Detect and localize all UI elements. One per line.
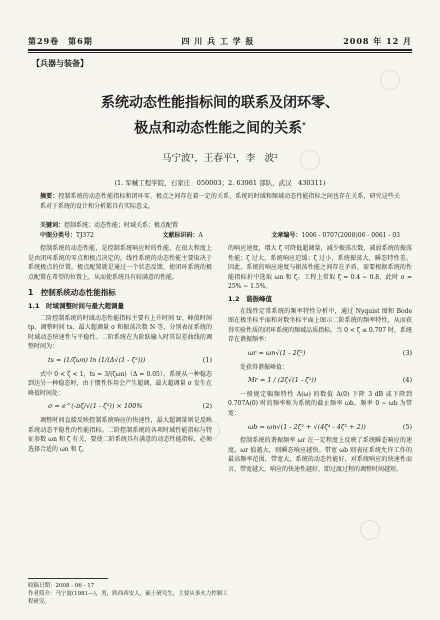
article-number [271, 230, 400, 239]
doc-code [162, 230, 202, 239]
watermark-stamp-icon [360, 520, 380, 540]
watermark-stamp-icon [380, 70, 400, 90]
paragraph: 在线性定常系统的频率特性分析中，通过 Nyquist 图和 Bode 图在极坐标平面和对数坐标平面上图示二阶系统的频率特性，从而获得实验性质的闭环系统的频域品质指标。当 0 < ζ ≤ 0.707 时，系统存在谐振频率： [228, 307, 412, 344]
equation-2-number: (2) [202, 402, 212, 411]
equation-1 [28, 356, 212, 366]
footnote-rule [28, 578, 108, 579]
equation-3 [228, 349, 412, 359]
equation-1-body: ts = (1/ζωn) ln (1/(Δ√(1 - ζ²))) [48, 355, 146, 364]
equation-1-number: (1) [202, 355, 212, 364]
title-line-2: 极点和动态性能之间的关系* [134, 120, 306, 137]
watermark-stamp-icon [300, 150, 320, 170]
authors: 马宁波¹，王春平¹，李 波² [162, 153, 278, 164]
abstract-text: 控制系统的动态性能指标和闭环零、极点之间存在着一定的关系，系统的时域和频域动态性能指标之间也存在关系，研究这些关系对于系统的设计和分析都具有实际意义。 [40, 193, 400, 210]
paper-title [40, 92, 400, 140]
article-label: 文章编号： [271, 232, 302, 239]
clc-number [40, 230, 94, 239]
journal-name: 四 川 兵 工 学 报 [181, 35, 255, 46]
clc-value: TJ372 [76, 232, 94, 239]
equation-4-body: Mr = 1 / (2ζ√(1 - ζ²)) [248, 376, 317, 385]
equation-3-body: ωr = ωn√(1 - 2ζ²) [248, 348, 306, 357]
keywords-label: 关键词： [40, 222, 65, 229]
paragraph: 一般规定幅频特性 A(ω) 的数值 A(0) 下降 3 dB 或下降到 0.707A(0) 时的频率称为系统的截止频率 ωb，频率 0 ~ ωb 为带宽： [228, 390, 412, 417]
doc-label: 文献标识码： [162, 232, 199, 239]
received-date: 收稿日期：2008 - 06 - 17 [28, 583, 95, 589]
watermark-stamp-icon [200, 420, 220, 440]
paragraph: 的响应速度，增大 ζ 可降低超调量，减少振荡次数，减弱系统的振荡性能；ζ 过大，系统响应迟缓；ζ 过小，系统振荡大，瞬态特性差。因此，系统的响应速度与振荡性能之间存在矛盾，需要根据系统的性能指标折中选取 ωn 和 ζ。工程上常取 ζ = 0.4 ~ 0.8，此时 σ = 25% ~ 1.5%。 [228, 245, 412, 291]
abstract [40, 192, 400, 211]
equation-5-number: (5) [402, 422, 412, 431]
author-bio: 作者简介：马宁波(1981—)，男，陕西西安人，硕士研究生，主要从事火力控制工程研究。 [28, 591, 228, 605]
equation-2 [28, 402, 212, 412]
classification-line [40, 230, 400, 239]
footnote [28, 582, 228, 606]
paragraph: 控制系统的谐振频率 ωr 在一定程度上反映了系统瞬态响应的速度，ωr 值越大，则瞬态响应越快。带宽 ωb 则表征系统允许工作的最高频率范围，带宽大，系统的动态性能好，对系统响应的快速性而言，带宽越大，响应的快速性越好，即过渡过程的调整时间越短。 [228, 437, 412, 473]
paragraph: 式中 0 < ζ < 1，ts ≈ 3/(ζωn)（Δ = 0.05）。系统从一种稳态到达另一种稳态时，由于惯性作用会产生超调，最大超调量 σ 发生在峰值时间处： [28, 370, 212, 397]
watermark-stamp-icon [60, 300, 80, 320]
section-tag: 【兵器与装备】 [32, 58, 88, 68]
paragraph: 处获得谐振峰值： [240, 363, 289, 371]
article-value: 1006 - 0707(2008)06 - 0061 - 03 [301, 232, 400, 239]
intro-paragraph: 控制系统的动态性能，是控制系统响应时的性能，在很大程度上是由闭环系统的零点和极点决定的，线性系统的动态性能主要取决于系统极点的位置。极点配置就是通过一个状态反馈，使闭环系统的极点配置在希望的位置上，从而使系统具有较满意的性能。 [28, 245, 212, 281]
paragraph: 二阶控制系统的时域动态性能指标主要有上升时间 tr、峰值时间 tp、调整时间 ts、最大超调量 σ 和振荡次数 N 等，分别表征系统的时域动态快速性与平稳性。二阶系统在为阶跃输入时其误差曲线的调整时间为： [28, 314, 212, 351]
paragraph: 调整时间直接反映控制系统响应的快速性，最大超调量则是反映系统动态平稳性的性能指标。二阶控制系统的各项时域性能指标与特征参数 ωn 和 ζ 有关，要使二阶系统具有满意的动态性能指标，必须选择合适的 ωn 和 ζ。 [28, 416, 212, 453]
keywords-text: 控制系统；动态性能；时域关系；极点配置 [64, 222, 179, 229]
equation-4-number: (4) [402, 376, 412, 385]
header-rule-thin [28, 52, 412, 53]
clc-label: 中图分类号： [40, 232, 77, 239]
left-column [28, 244, 212, 454]
doc-value: A [198, 232, 203, 239]
section-1-heading: 1 控制系统动态性能指标 [28, 288, 116, 298]
equation-2-body: σ = e^(-πζ/√(1 - ζ²)) × 100% [48, 402, 143, 411]
journal-header [28, 34, 412, 48]
equation-5 [228, 423, 412, 433]
subsection-1-2-heading: 1.2 谐振峰值 [228, 294, 273, 303]
right-column [228, 244, 412, 474]
volume-issue: 第29卷 第6期 [28, 35, 93, 46]
issue-date: 2008 年 12 月 [343, 35, 412, 46]
equation-4 [228, 376, 412, 386]
header-rule [28, 49, 412, 51]
subsection-1-1-heading: 1.1 时域调整时间与最大超调量 [28, 301, 125, 310]
keywords [40, 220, 400, 229]
title-line-2-text: 极点和动态性能之间的关系 [134, 120, 303, 137]
equation-5-body: ωb = ωn√(1 - 2ζ² + √(4ζ⁴ - 4ζ² + 2)) [248, 422, 366, 431]
affiliation: (1. 军械工程学院，石家庄 050003；2. 63981 部队，武汉 430311) [114, 179, 326, 187]
abstract-label: 摘要： [40, 193, 59, 200]
equation-3-number: (3) [402, 348, 412, 357]
title-line-1: 系统动态性能指标间的联系及闭环零、 [101, 95, 339, 111]
